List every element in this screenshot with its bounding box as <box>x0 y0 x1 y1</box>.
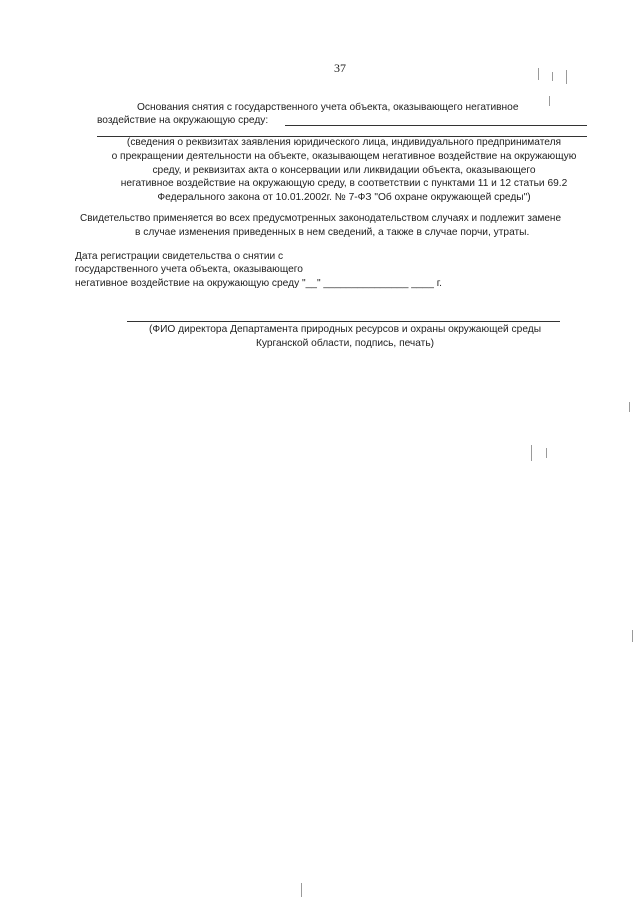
signature-caption-1: (ФИО директора Департамента природных ресурсов и охраны окружающей среды <box>148 324 542 335</box>
scan-speck <box>549 96 550 106</box>
scan-speck <box>538 68 539 80</box>
registration-line-2: государственного учета объекта, оказывающего <box>75 264 303 275</box>
certificate-line-2: в случае изменения приведенных в нем сведений, а также в случае порчи, утраты. <box>135 227 530 238</box>
scan-speck <box>301 883 302 897</box>
scan-speck <box>552 72 553 81</box>
signature-line <box>127 321 560 322</box>
details-line-5: Федерального закона от 10.01.2002г. № 7-ФЗ "Об охране окружающей среды") <box>157 192 531 203</box>
scan-speck <box>546 448 547 458</box>
registration-line-1: Дата регистрации свидетельства о снятии с <box>75 251 284 262</box>
grounds-fill-line <box>285 125 587 126</box>
grounds-line-2: воздействие на окружающую среду: <box>97 115 269 126</box>
certificate-line-1: Свидетельство применяется во всех предусмотренных законодательством случаях и подлежит замене <box>80 213 562 224</box>
scan-speck <box>632 630 633 642</box>
signature-caption-2: Курганской области, подпись, печать) <box>255 338 435 349</box>
page-number: 37 <box>334 61 346 75</box>
details-line-1: (сведения о реквизитах заявления юридического лица, индивидуального предпринимателя <box>126 137 562 148</box>
details-line-2: о прекращении деятельности на объекте, оказывающем негативное воздействие на окружающую <box>111 151 577 162</box>
grounds-line-1: Основания снятия с государственного учета объекта, оказывающего негативное <box>137 102 519 113</box>
scan-speck <box>566 70 567 84</box>
scan-speck <box>629 402 630 412</box>
registration-line-3: негативное воздействие на окружающую среду "__" _______________ ____ г. <box>75 278 443 289</box>
scan-speck <box>531 445 532 461</box>
details-line-3: среду, и реквизитах акта о консервации или ликвидации объекта, оказывающего <box>152 165 536 176</box>
details-line-4: негативное воздействие на окружающую среду, в соответствии с пунктами 11 и 12 статьи 69.2 <box>120 178 568 189</box>
